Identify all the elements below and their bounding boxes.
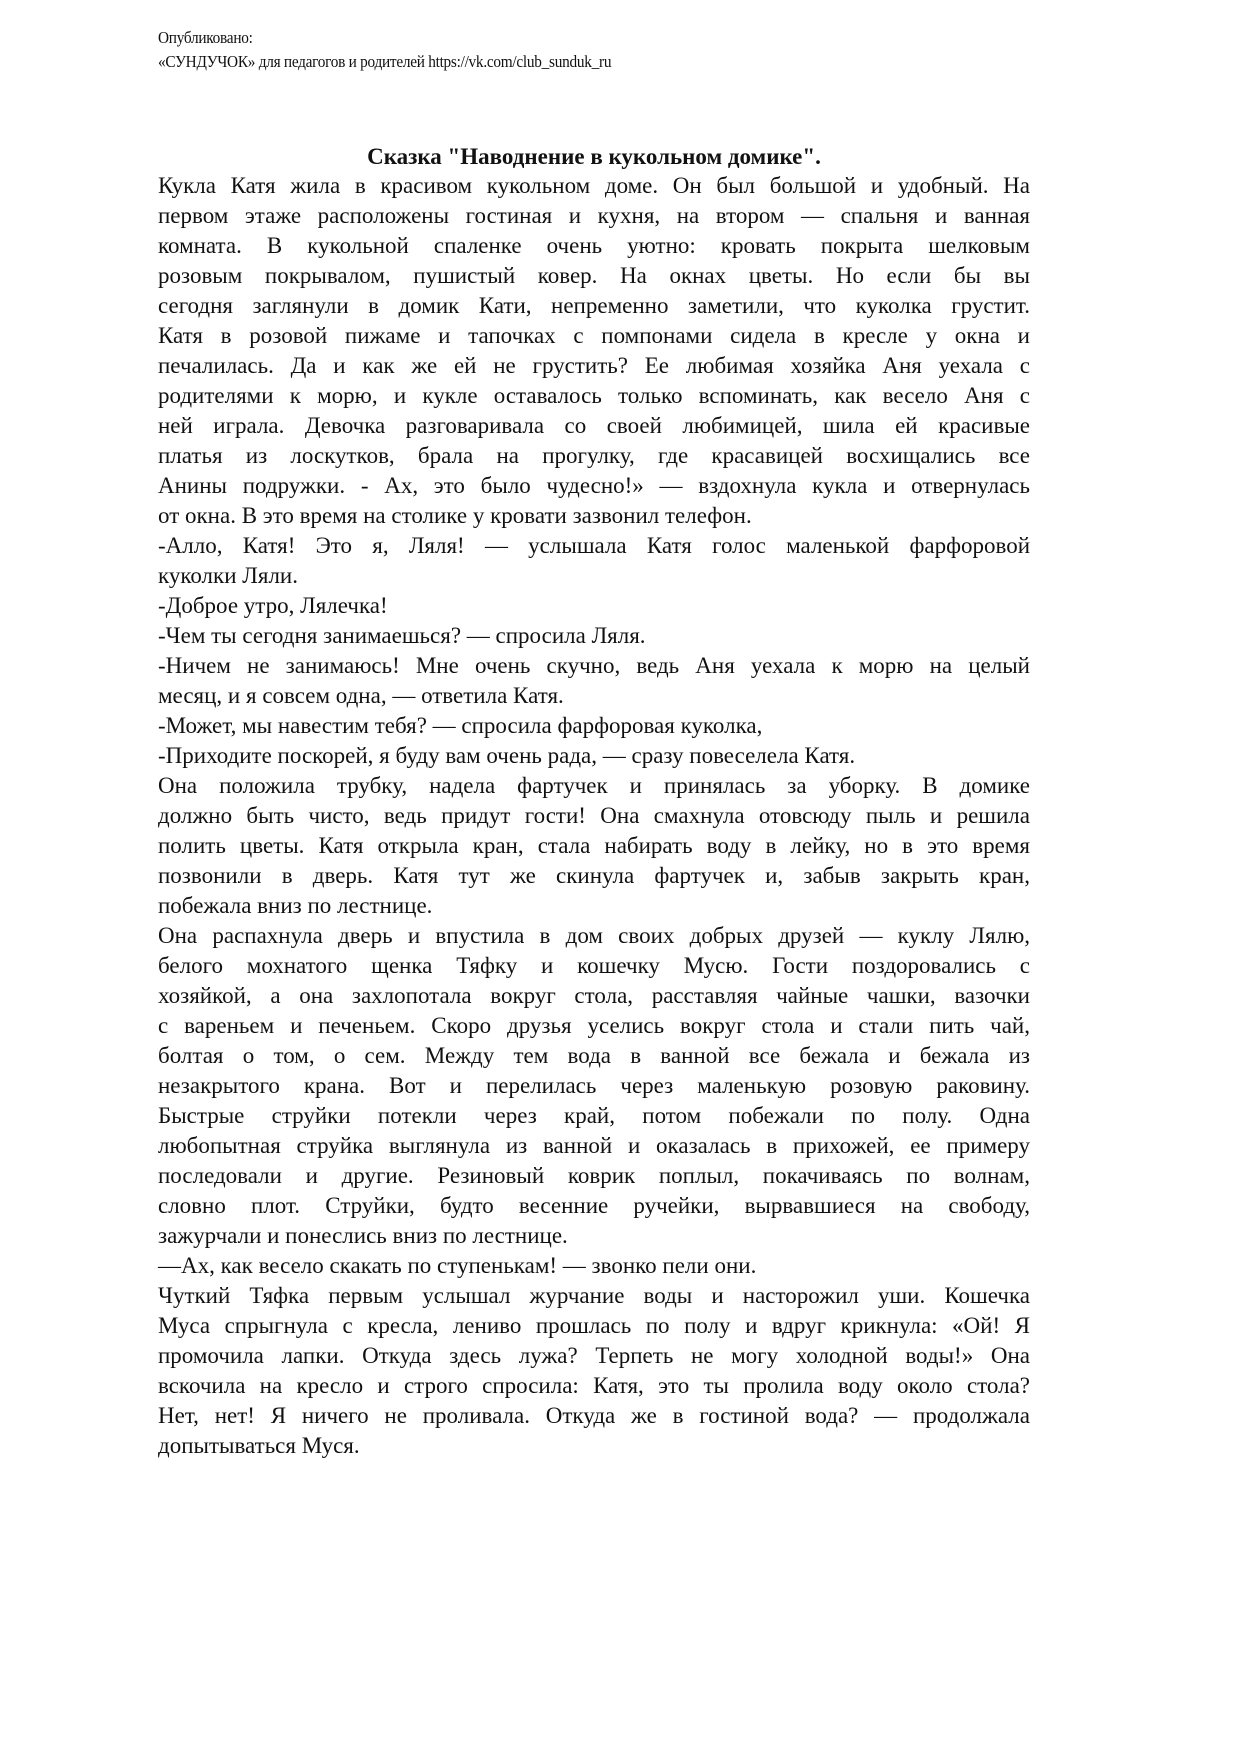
text-line: -Ничем не занимаюсь! Мне очень скучно, ведь Аня уехала к морю на целый: [158, 653, 1030, 678]
text-line: -Алло, Катя! Это я, Ляля! — услышала Катя голос маленькой фарфоровой: [158, 533, 1030, 558]
text-line: болтая о том, о сем. Между тем вода в ванной все бежала и бежала из: [158, 1043, 1030, 1068]
source-line: «СУНДУЧОК» для педагогов и родителей https://vk.com/club_sunduk_ru: [158, 52, 612, 71]
text-line: от окна. В это время на столике у кровати зазвонил телефон.: [158, 503, 752, 528]
story-body: [158, 171, 1030, 1461]
text-line: белого мохнатого щенка Тяфку и кошечку Мусю. Гости поздоровались с: [158, 953, 1030, 978]
text-line: сегодня заглянули в домик Кати, непременно заметили, что куколка грустит.: [158, 293, 1030, 318]
paragraph: [158, 531, 1030, 591]
text-line: Кукла Катя жила в красивом кукольном доме. Он был большой и удобный. На: [158, 173, 1030, 198]
text-line: -Приходите поскорей, я буду вам очень рада, — сразу повеселела Катя.: [158, 743, 856, 768]
text-line: родителями к морю, и кукле оставалось только вспоминать, как весело Аня с: [158, 383, 1030, 408]
paragraph: [158, 651, 1030, 711]
text-line: последовали и другие. Резиновый коврик поплыл, покачиваясь по волнам,: [158, 1163, 1030, 1188]
paragraph: [158, 1251, 1030, 1281]
text-line: платья из лоскутков, брала на прогулку, где красавицей восхищались все: [158, 443, 1030, 468]
text-line: Нет, нет! Я ничего не проливала. Откуда же в гостиной вода? — продолжала: [158, 1403, 1030, 1428]
text-line: хозяйкой, а она захлопотала вокруг стола, расставляя чайные чашки, вазочки: [158, 983, 1030, 1008]
text-line: вскочила на кресло и строго спросила: Катя, это ты пролила воду около стола?: [158, 1373, 1030, 1398]
text-line: Она распахнула дверь и впустила в дом своих добрых друзей — куклу Лялю,: [158, 923, 1030, 948]
text-line: словно плот. Струйки, будто весенние ручейки, вырвавшиеся на свободу,: [158, 1193, 1030, 1218]
text-line: допытываться Муся.: [158, 1433, 360, 1458]
text-line: Муса спрыгнула с кресла, лениво прошлась по полу и вдруг крикнула: «Ой! Я: [158, 1313, 1030, 1338]
text-line: Она положила трубку, надела фартучек и принялась за уборку. В домике: [158, 773, 1030, 798]
text-line: промочила лапки. Откуда здесь лужа? Терпеть не могу холодной воды!» Она: [158, 1343, 1030, 1368]
paragraph: [158, 171, 1030, 531]
text-line: ней играла. Девочка разговаривала со своей любимицей, шила ей красивые: [158, 413, 1030, 438]
paragraph: [158, 741, 1030, 771]
paragraph: [158, 1281, 1030, 1461]
text-line: -Чем ты сегодня занимаешься? — спросила Ляля.: [158, 623, 646, 648]
paragraph: [158, 771, 1030, 921]
text-line: побежала вниз по лестнице.: [158, 893, 433, 918]
text-line: с вареньем и печеньем. Скоро друзья уселись вокруг стола и стали пить чай,: [158, 1013, 1030, 1038]
text-line: -Доброе утро, Лялечка!: [158, 593, 388, 618]
text-line: Быстрые струйки потекли через край, потом побежали по полу. Одна: [158, 1103, 1030, 1128]
text-line: должно быть чисто, ведь придут гости! Она смахнула отовсюду пыль и решила: [158, 803, 1030, 828]
story-title: Сказка "Наводнение в кукольном домике".: [367, 144, 821, 169]
text-line: куколки Ляли.: [158, 563, 298, 588]
text-line: месяц, и я совсем одна, — ответила Катя.: [158, 683, 564, 708]
paragraph: [158, 621, 1030, 651]
text-line: Чуткий Тяфка первым услышал журчание воды и насторожил уши. Кошечка: [158, 1283, 1030, 1308]
paragraph: [158, 591, 1030, 621]
paragraph: [158, 711, 1030, 741]
text-line: печалилась. Да и как же ей не грустить? Ее любимая хозяйка Аня уехала с: [158, 353, 1030, 378]
text-line: —Ах, как весело скакать по ступенькам! — звонко пели они.: [158, 1253, 757, 1278]
text-line: полить цветы. Катя открыла кран, стала набирать воду в лейку, но в это время: [158, 833, 1030, 858]
text-line: комната. В кукольной спаленке очень уютно: кровать покрыта шелковым: [158, 233, 1030, 258]
text-line: Анины подружки. - Ах, это было чудесно!» — вздохнула кукла и отвернулась: [158, 473, 1030, 498]
text-line: розовым покрывалом, пушистый ковер. На окнах цветы. Но если бы вы: [158, 263, 1030, 288]
text-line: позвонили в дверь. Катя тут же скинула фартучек и, забыв закрыть кран,: [158, 863, 1030, 888]
text-line: зажурчали и понеслись вниз по лестнице.: [158, 1223, 568, 1248]
published-label: Опубликовано:: [158, 28, 253, 47]
text-line: любопытная струйка выглянула из ванной и оказалась в прихожей, ее примеру: [158, 1133, 1030, 1158]
paragraph: [158, 921, 1030, 1251]
text-line: первом этаже расположены гостиная и кухня, на втором — спальня и ванная: [158, 203, 1030, 228]
text-line: -Может, мы навестим тебя? — спросила фарфоровая куколка,: [158, 713, 763, 738]
text-line: незакрытого крана. Вот и перелилась через маленькую розовую раковину.: [158, 1073, 1030, 1098]
text-line: Катя в розовой пижаме и тапочках с помпонами сидела в кресле у окна и: [158, 323, 1030, 348]
